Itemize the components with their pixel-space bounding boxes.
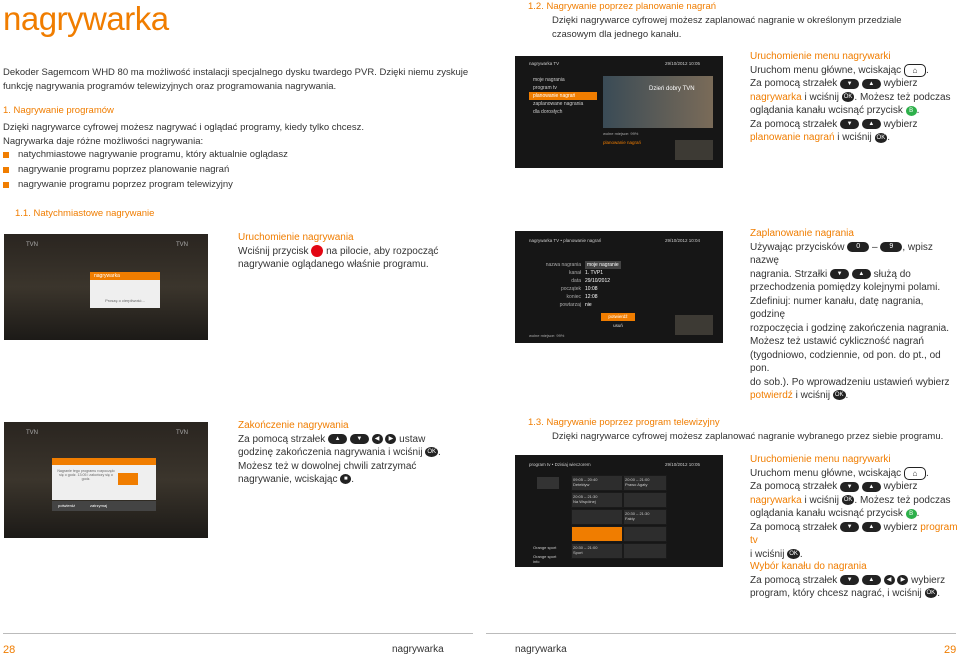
menu-start-block-1 <box>750 50 958 145</box>
text: planowanie nagrań <box>750 132 835 144</box>
time-box <box>118 473 138 485</box>
plan-date: 29/10/2012 10:04 <box>665 238 701 243</box>
footer-divider-right <box>486 633 956 634</box>
screen-plan-recording <box>515 231 723 343</box>
text: – <box>872 241 878 253</box>
guide-header: program tv • Dzisiaj wieczorem <box>529 462 591 467</box>
cell-title: Fakty <box>625 516 635 521</box>
text: i wciśnij <box>837 132 872 144</box>
guide-side-2: Orange sport info <box>533 554 557 564</box>
text: nagrywarka <box>750 494 802 506</box>
key-0-icon: 0 <box>847 242 869 252</box>
text: i wciśnij <box>804 91 839 103</box>
arrow-up-key-icon: ▲ <box>862 119 881 129</box>
guide-cell[interactable] <box>571 509 623 525</box>
line <box>750 494 958 508</box>
ok-key-icon: OK <box>926 590 936 597</box>
line: oglądania kanału wcisnąć przycisk B . <box>750 508 920 520</box>
end-recording-line-1 <box>238 433 498 447</box>
guide-cell[interactable] <box>623 509 667 525</box>
intro-text: Dekoder Sagemcom WHD 80 ma możliwość instalacji specjalnego dysku twardego PVR. Dzięki niemu zyskuje funkcję nagrywania programów telewizyjnych oraz programowania nagrywania. <box>3 67 469 92</box>
cell-title: Prawo Agaty <box>625 482 648 487</box>
plan-delete-button[interactable]: usuń <box>613 323 623 328</box>
guide-channel-logo <box>537 477 559 489</box>
tv-logo-right: TVN <box>176 242 188 248</box>
menu-header: nagrywarka TV <box>529 61 560 66</box>
text: Wciśnij przycisk <box>238 245 309 257</box>
screen-end-record <box>4 422 208 538</box>
guide-cell[interactable] <box>623 492 667 508</box>
menu-start-heading: Uruchomienie menu nagrywarki <box>750 454 891 465</box>
stop-key-icon: ■ <box>340 474 351 484</box>
page-number-right: 29 <box>944 644 957 656</box>
line: planowanie nagrań i wciśnij OK . <box>750 132 890 144</box>
text: program, który chcesz nagrać, i wciśnij <box>750 588 922 599</box>
arrow-down-key-icon: ▼ <box>840 522 859 532</box>
guide-cell-selected[interactable] <box>571 526 623 542</box>
line <box>750 574 958 588</box>
start-recording-block <box>238 231 498 272</box>
form-row <box>543 261 633 269</box>
ok-key-icon: OK <box>789 551 798 557</box>
bullet-item: nagrywanie programu poprzez planowanie nagrań <box>18 163 488 178</box>
text: wybierz <box>883 118 918 130</box>
field-value[interactable]: 10:08 <box>585 286 598 292</box>
cell-time: 09:05 – 20:40 <box>573 477 598 482</box>
menu-start-block-2 <box>750 453 958 561</box>
form-row <box>543 269 633 277</box>
form-row <box>543 285 633 293</box>
info-title: planowanie nagrań <box>603 140 642 145</box>
menu-item[interactable]: moje nagrania <box>533 77 565 83</box>
text: nagrywarka <box>750 91 802 103</box>
guide-cell[interactable] <box>571 475 623 491</box>
text: wybierz <box>883 78 918 90</box>
line: program, który chcesz nagrać, i wciśnij OK . <box>750 588 940 599</box>
line: Uruchom menu główne, wciskając ⌂ . <box>750 467 929 479</box>
text: Używając przycisków <box>750 241 845 253</box>
line: (tygodniowo, codziennie, od pon. do pt., od pon. <box>750 349 941 374</box>
arrow-up-key-icon: ▲ <box>862 575 881 585</box>
guide-cell[interactable] <box>623 543 667 559</box>
guide-date: 29/10/2012 10:05 <box>665 462 701 467</box>
cell-title: Na Wspólnej <box>573 499 596 504</box>
form-row <box>543 293 633 301</box>
plan-thumb <box>675 315 713 335</box>
text: i wciśnij <box>750 548 785 560</box>
text: i wciśnij <box>795 390 831 401</box>
arrow-down-key-icon: ▼ <box>840 482 859 492</box>
b-key-icon: B <box>906 106 917 116</box>
page-number-left: 28 <box>3 644 16 656</box>
stop-button[interactable]: zatrzymaj <box>90 503 108 508</box>
plan-recording-block <box>750 227 958 403</box>
bullet-item: nagrywanie programu poprzez program telewizyjny <box>18 178 488 193</box>
arrow-up-key-icon: ▲ <box>328 434 347 444</box>
field-label: początek <box>560 286 581 292</box>
end-recording-heading: Zakończenie nagrywania <box>238 420 349 431</box>
guide-cell[interactable] <box>571 543 623 559</box>
line: i wciśnij OK . <box>750 548 803 560</box>
section-1-2-heading: 1.2. Nagrywanie poprzez planowanie nagrań <box>528 1 717 12</box>
line: Uruchom menu główne, wciskając ⌂ . <box>750 64 929 76</box>
line <box>750 118 958 132</box>
line <box>750 241 958 268</box>
section-1-2 <box>528 0 958 42</box>
text: program tv <box>750 521 958 547</box>
section-1-text-2: Nagrywarka daje różne możliwości nagrywania: <box>3 136 204 147</box>
text: ustaw <box>399 433 426 445</box>
plan-free-space: wolne miejsce: 99% <box>529 333 565 338</box>
text: Uruchom menu główne, wciskając <box>750 467 902 479</box>
screen-instant-record <box>4 234 208 340</box>
text: Za pomocą strzałek <box>750 78 838 90</box>
free-space: wolne miejsce: 99% <box>603 131 639 136</box>
text: Za pomocą strzałek <box>750 481 838 493</box>
section-1-2-text: Dzięki nagrywarce cyfrowej możesz zaplanować nagranie w określonym przedziale czasowym dla jednego kanału. <box>552 15 902 40</box>
dialog-text: Nagranie tego programu rozpoczęło się o godz. 13:05 i zakończy się o godz. <box>57 469 115 481</box>
arrow-down-key-icon: ▼ <box>350 434 369 444</box>
ok-key-icon: OK <box>843 94 853 100</box>
page-title: nagrywarka <box>3 0 169 37</box>
text: nagrania. Strzałki <box>750 268 828 280</box>
cell-title: Sport <box>573 550 583 555</box>
field-label: powtarzaj <box>559 302 581 308</box>
dialog-text: Proszę o cierpliwość... <box>105 298 145 303</box>
arrow-down-key-icon: ▼ <box>840 79 859 89</box>
form-row <box>543 277 633 285</box>
line: Zdefiniuj: numer kanału, datę nagrania, godzinę <box>750 295 924 320</box>
arrow-up-key-icon: ▲ <box>862 482 881 492</box>
arrow-up-key-icon: ▲ <box>852 269 871 279</box>
line: potwierdź i wciśnij OK . <box>750 390 849 401</box>
line: do sob.). Po wprowadzeniu ustawień wybierz <box>750 376 950 388</box>
text: służą do <box>873 268 911 280</box>
menu-item[interactable]: program tv <box>533 85 557 91</box>
start-recording-heading: Uruchomienie nagrywania <box>238 232 354 243</box>
end-recording-line-2: godzinę zakończenia nagrywania i wciśnij OK . <box>238 447 441 458</box>
cell-time: 20:30 – 21:00 <box>573 545 598 550</box>
line <box>750 268 958 282</box>
field-value[interactable]: moje nagranie <box>587 262 619 268</box>
text: . Możesz też podczas <box>854 494 951 506</box>
text: , wpisz nazwę <box>750 241 933 266</box>
menu-item[interactable]: dla dorosłych <box>533 109 563 115</box>
arrow-down-key-icon: ▼ <box>830 269 849 279</box>
ok-key-icon: OK <box>843 497 853 503</box>
text: i wciśnij <box>804 494 839 506</box>
text: Za pomocą strzałek <box>750 574 838 586</box>
section-1-heading: 1. Nagrywanie programów <box>3 105 114 116</box>
text: oglądania kanału wcisnąć przycisk <box>750 508 903 520</box>
guide-cell[interactable] <box>623 526 667 542</box>
screen-tv-guide <box>515 455 723 567</box>
field-value[interactable]: 1. TVP1 <box>585 270 603 276</box>
arrow-right-key-icon: ▶ <box>385 434 396 444</box>
section-1-3 <box>528 416 958 444</box>
field-label: data <box>571 278 581 284</box>
home-key-icon: ⌂ <box>904 467 926 480</box>
text: na pilocie, aby rozpocząć <box>326 245 439 257</box>
guide-cell[interactable] <box>623 475 667 491</box>
channel-select-heading: Wybór kanału do nagrania <box>750 561 867 572</box>
arrow-down-key-icon: ▼ <box>840 575 859 585</box>
section-1-1-heading: 1.1. Natychmiastowe nagrywanie <box>15 208 155 219</box>
preview-image <box>603 76 713 128</box>
section-1-text <box>3 121 473 149</box>
cell-time: 20:30 – 21:30 <box>625 511 650 516</box>
field-value[interactable]: nie <box>585 302 592 308</box>
text: oglądania kanału wcisnąć przycisk <box>750 105 903 117</box>
text: potwierdź <box>750 390 793 401</box>
line: przechodzenia pomiędzy kolejnymi polami. <box>750 282 941 293</box>
start-recording-line-1 <box>238 245 498 259</box>
arrow-left-key-icon: ◀ <box>884 575 895 585</box>
plan-form <box>543 261 633 309</box>
menu-item-selected[interactable]: planowanie nagrań <box>529 92 597 100</box>
bullet-item: natychmiastowe nagrywanie programu, który aktualnie oglądasz <box>18 148 488 163</box>
tv-logo-right: TVN <box>176 430 188 436</box>
section-1-3-text: Dzięki nagrywarce cyfrowej możesz zaplanować nagranie wybranego przez siebie programu. <box>552 431 944 442</box>
cell-time: 20:00 – 21:00 <box>625 477 650 482</box>
menu-date: 29/10/2012 10:05 <box>665 61 701 66</box>
end-recording-line-4: nagrywanie, wciskając ■ . <box>238 474 355 485</box>
home-key-icon: ⌂ <box>904 64 926 77</box>
record-key-icon <box>311 245 323 257</box>
b-key-icon: B <box>906 509 917 519</box>
end-dialog-buttons <box>52 501 156 511</box>
preview-title: Dzień dobry TVN <box>649 86 695 92</box>
field-label: kanał <box>569 270 581 276</box>
ok-key-icon: OK <box>834 392 844 399</box>
tv-logo: TVN <box>26 242 38 248</box>
start-recording-line-2: nagrywanie oglądanego właśnie programu. <box>238 259 429 270</box>
cell-time: 20:05 – 21:30 <box>573 494 598 499</box>
tv-logo: TVN <box>26 430 38 436</box>
text: Za pomocą strzałek <box>238 433 326 445</box>
end-recording-block <box>238 419 498 487</box>
dialog-title: nagrywarka <box>94 273 120 279</box>
ok-key-icon: OK <box>876 134 886 141</box>
section-1-3-heading: 1.3. Nagrywanie poprzez program telewizyjny <box>528 417 720 428</box>
ok-key-icon: OK <box>427 449 436 456</box>
menu-list <box>529 76 597 116</box>
footer-divider-left <box>3 633 473 634</box>
line: Możesz też ustawić cykliczność nagrań <box>750 336 924 347</box>
arrow-up-key-icon: ▲ <box>862 522 881 532</box>
form-row <box>543 301 633 309</box>
line <box>750 521 958 548</box>
field-label: nazwa nagrania <box>545 262 581 268</box>
text: wybierz <box>883 521 918 533</box>
channel-select-block <box>750 560 958 601</box>
footer-label-right: nagrywarka <box>515 644 567 655</box>
field-value[interactable]: 29/10/2012 <box>585 278 611 284</box>
end-recording-line-3: Możesz też w dowolnej chwili zatrzymać <box>238 460 417 472</box>
section-1-text-1: Dzięki nagrywarce cyfrowej możesz nagrywać i oglądać programy, kiedy tylko chcesz. <box>3 122 364 133</box>
footer-label-left: nagrywarka <box>392 644 444 655</box>
text: nagrywanie, wciskając <box>238 474 338 485</box>
plan-confirm-button[interactable]: potwierdź <box>601 313 635 321</box>
text: wybierz <box>911 574 946 586</box>
text: godzinę zakończenia nagrywania i wciśnij <box>238 447 423 458</box>
text: Za pomocą strzałek <box>750 521 838 533</box>
screen-recorder-menu <box>515 56 723 168</box>
arrow-up-key-icon: ▲ <box>862 79 881 89</box>
plan-recording-heading: Zaplanowanie nagrania <box>750 228 854 239</box>
bullet-list <box>18 148 488 193</box>
arrow-left-key-icon: ◀ <box>372 434 383 444</box>
plan-header: nagrywarka TV • planowanie nagrań <box>529 238 602 243</box>
end-dialog <box>52 458 156 500</box>
record-dialog <box>90 272 160 308</box>
confirm-button[interactable]: potwierdź <box>58 503 76 508</box>
text: wybierz <box>883 481 918 493</box>
text: . Możesz też podczas <box>854 91 951 103</box>
guide-cell[interactable] <box>571 492 623 508</box>
line <box>750 480 958 494</box>
field-value[interactable]: 12:08 <box>585 294 598 300</box>
arrow-right-key-icon: ▶ <box>897 575 908 585</box>
menu-start-heading: Uruchomienie menu nagrywarki <box>750 51 891 62</box>
menu-item[interactable]: zaplanowane nagrania <box>533 101 584 107</box>
key-9-icon: 9 <box>880 242 902 252</box>
text: Za pomocą strzałek <box>750 118 838 130</box>
field-label: koniec <box>566 294 581 300</box>
guide-side-1: Orange sport <box>533 545 557 550</box>
line <box>750 91 958 105</box>
line: rozpoczęcia i godzinę zakończenia nagrania. <box>750 322 950 334</box>
line: oglądania kanału wcisnąć przycisk B . <box>750 105 920 117</box>
line <box>750 77 958 91</box>
text: Uruchom menu główne, wciskając <box>750 64 902 76</box>
cell-title: Detektyw <box>573 482 590 487</box>
arrow-down-key-icon: ▼ <box>840 119 859 129</box>
info-thumb <box>675 140 713 160</box>
